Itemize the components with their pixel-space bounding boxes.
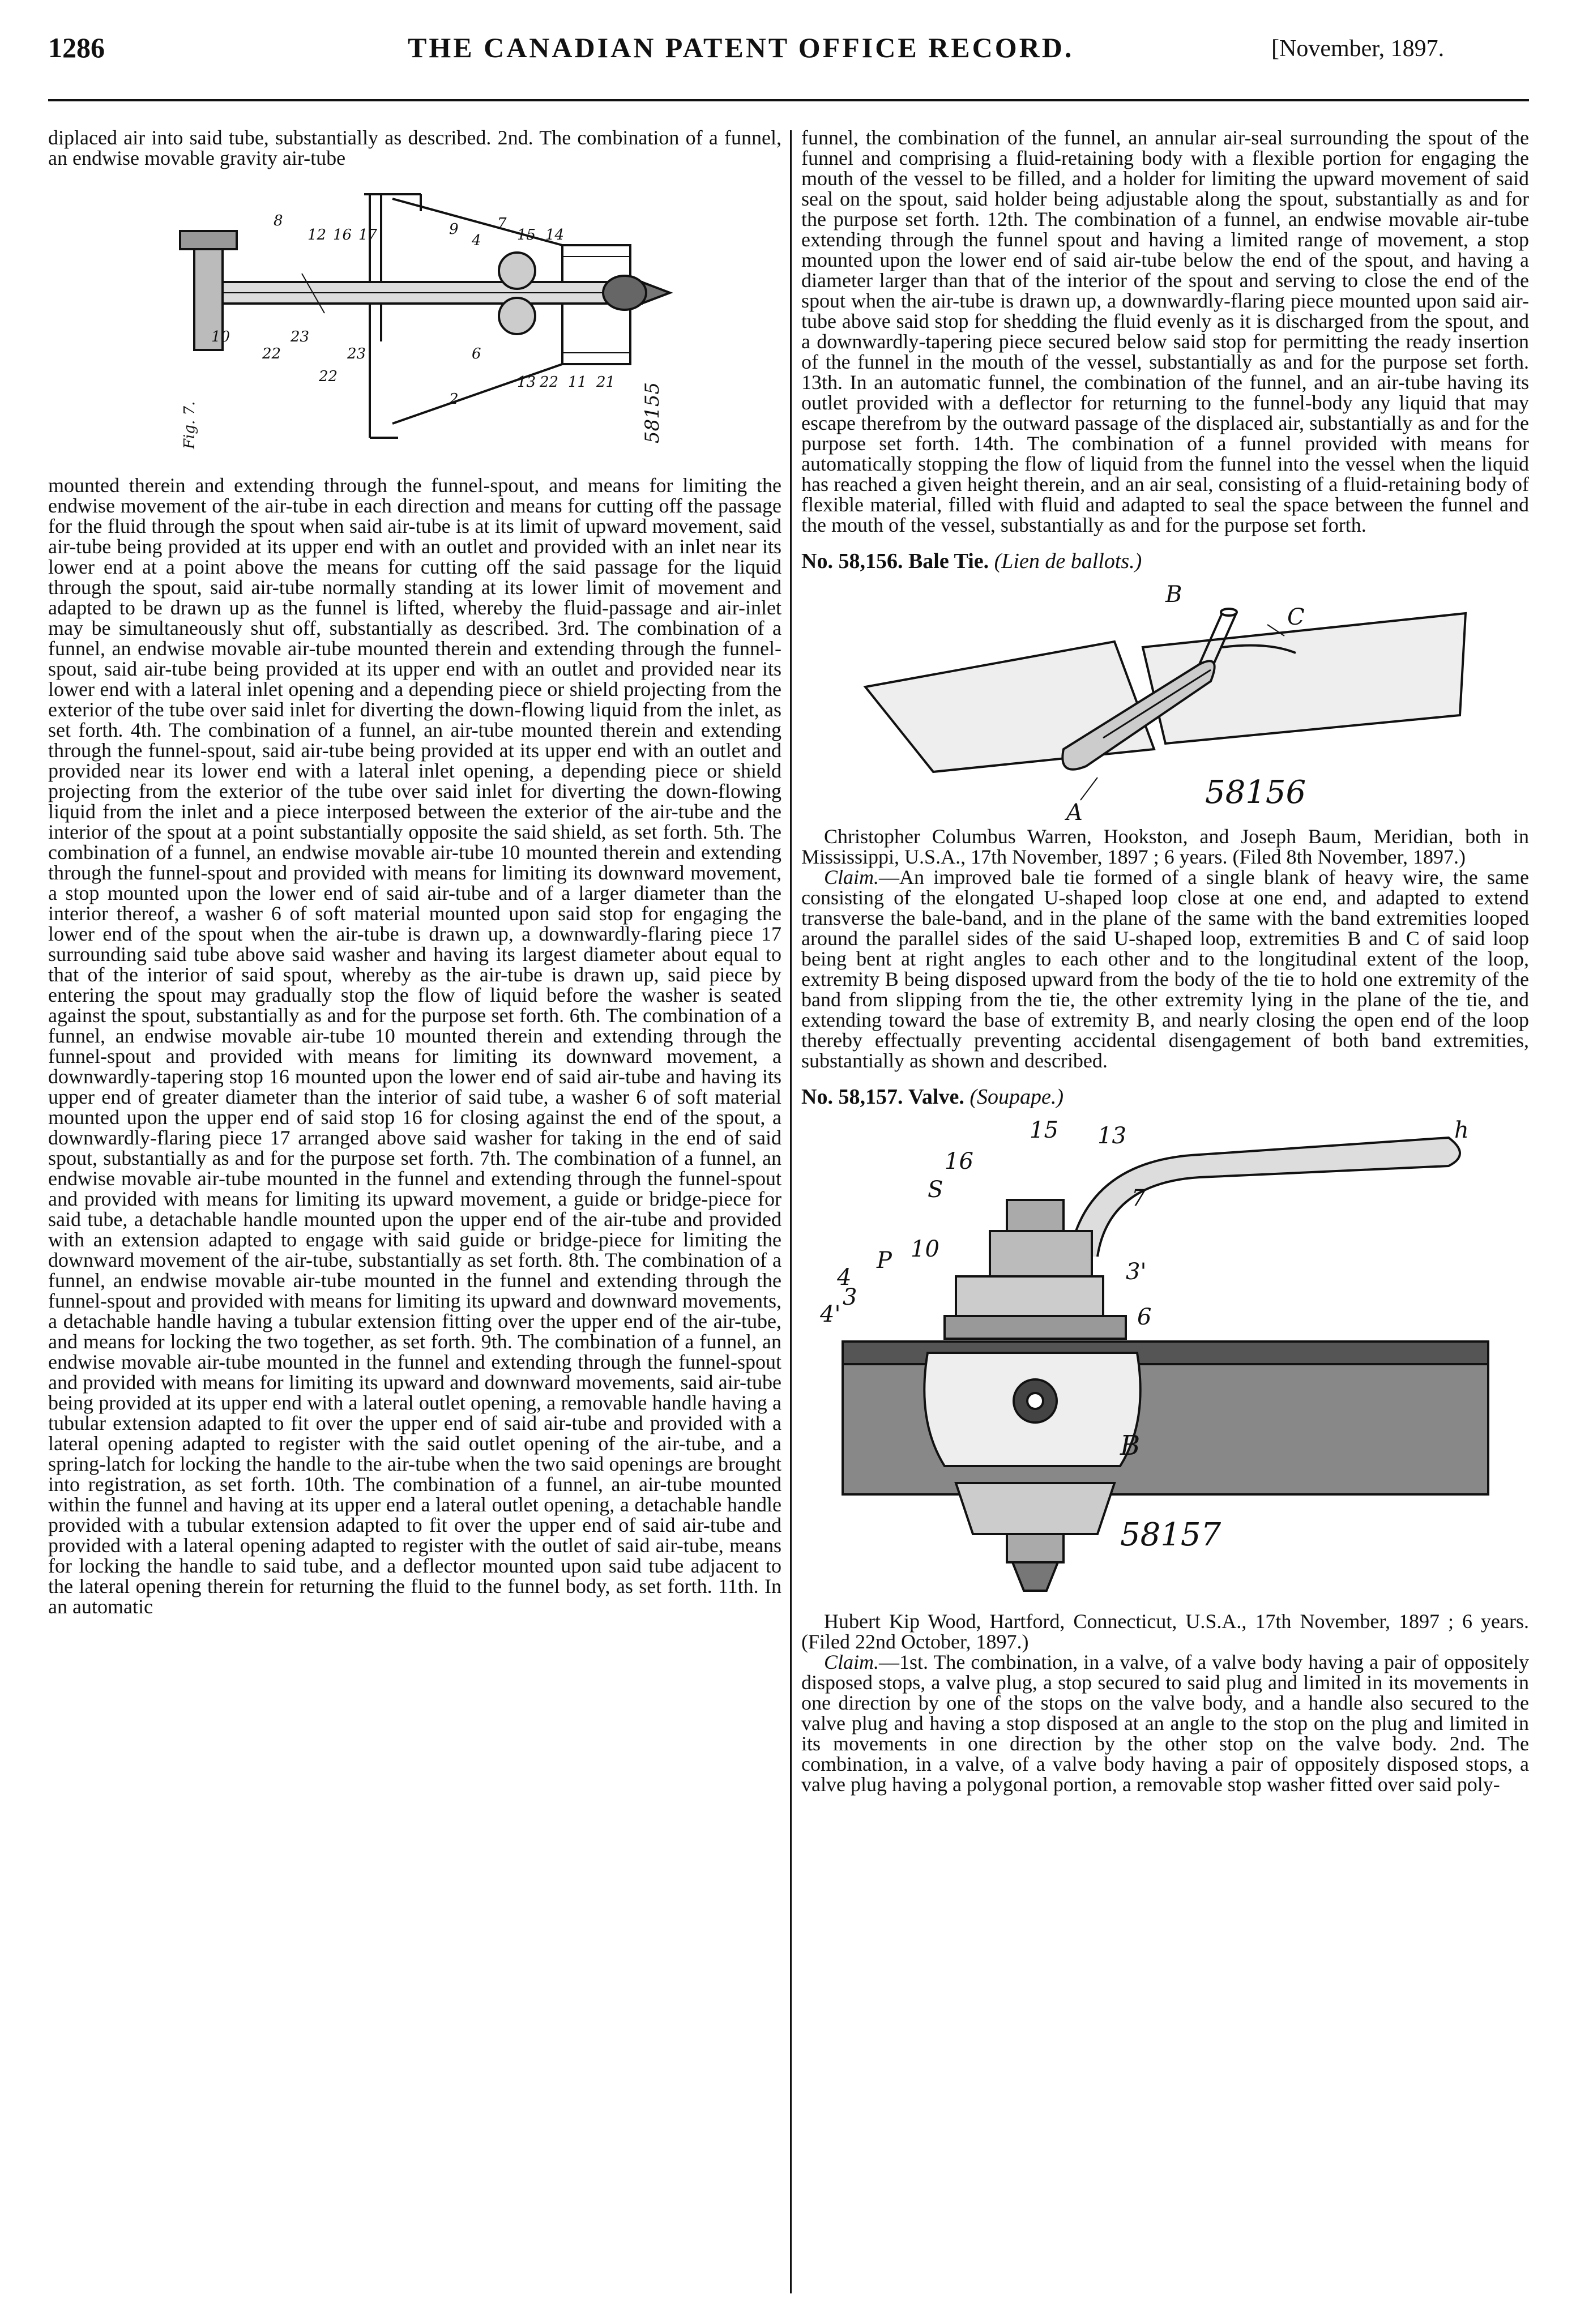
- claims-continued-text: diplaced air into said tube, substantially as described. 2nd. The combination of a funnel, an endwise movable gravity air-tube: [48, 127, 781, 169]
- fig-label-3-prime: 3': [1125, 1259, 1146, 1285]
- patent-title-french: (Soupape.): [969, 1085, 1064, 1109]
- fig-numeral-15: 15: [516, 227, 536, 243]
- left-column: [48, 127, 781, 2302]
- fig-label-s: S: [927, 1177, 943, 1203]
- fig-label-4: 4: [836, 1264, 851, 1291]
- claim-text: [801, 1652, 1529, 1795]
- figure-label: Fig. 7.: [181, 401, 198, 449]
- claim-label: Claim.: [824, 1651, 879, 1673]
- patent-number: No. 58,156.: [801, 549, 903, 573]
- funnel-figure: [155, 172, 676, 472]
- fig-numeral-23: 23: [290, 328, 309, 345]
- fig-label-a: A: [1066, 800, 1083, 823]
- fig-numeral-22b: 22: [539, 374, 558, 391]
- claims-continued-right: funnel, the combination of the funnel, an annular air-seal surrounding the spout of the funnel and comprising a fluid-retaining body with a flexible portion for engaging the mouth of the vessel to be filled, and a holder for limiting the upward movement of said seal on the spout, said holder being adjustable along the spout, substantially as and for the purpose set forth. 12th. The combination of a funnel, an endwise movable air-tube extending through the funnel spout and having a limited range of movement, a stop mounted upon the lower end of said air-tube below the end of the spout, and having a diameter larger than that of the interior of the spout and serving to close the end of the spout when the air-tube is drawn up, a downwardly-flaring piece mounted upon said air-tube above said stop for shedding the fluid evenly as it is discharged from the spout, and a downwardly-tapering piece secured below said stop for permitting the ready insertion of the funnel in the mouth of the vessel, substantially as and for the purpose set forth. 13th. In an automatic funnel, the combination of the funnel, and an air-tube having its outlet provided with a deflector for returning to the funnel-body any liquid that may escape therefrom by the outward passage of the displaced air, substantially as and for the purpose set forth. 14th. The combination of a funnel provided with means for automatically stopping the flow of liquid from the funnel into the vessel when the liquid has reached a given height therein, and an air seal, consisting of a fluid-retaining body of flexible material, filled with fluid and adapted to seal the space between the funnel and the mouth of the vessel, substantially as and for the purpose set forth.: [801, 127, 1529, 536]
- journal-title: THE CANADIAN PATENT OFFICE RECORD.: [408, 32, 1074, 63]
- fig-label-3: 3: [842, 1284, 857, 1310]
- fig-label-15: 15: [1029, 1117, 1058, 1143]
- fig-label-4-prime: 4': [819, 1301, 840, 1327]
- patent-heading-58156: [801, 549, 1529, 574]
- fig-numeral-16: 16: [332, 227, 352, 243]
- fig-label-16: 16: [944, 1148, 973, 1174]
- claim-body: —1st. The combination, in a valve, of a valve body having a pair of oppositely disposed stops, a valve plug, a stop secured to said plug and limited in its movements in one direction by one of the stops on the valve body, and a handle also secured to the valve plug and having a stop disposed at an angle to the stop on the plug and limited in its movements in one direction by the other stop on the valve body. 2nd. The combination, in a valve, of a valve body having a pair of oppositely disposed stops, a valve plug having a polygonal portion, a removable stop washer fitted over said poly-: [801, 1651, 1529, 1796]
- fig-label-b: B: [1120, 1430, 1140, 1462]
- fig-label-10: 10: [910, 1236, 939, 1262]
- fig-label-7: 7: [1131, 1185, 1146, 1211]
- fig-label-13: 13: [1097, 1123, 1126, 1149]
- claims-text: mounted therein and extending through the funnel-spout, and means for limiting the endwise movement of the air-tube in each direction and means for cutting off the passage for the fluid through the spout when said air-tube is at its limit of upward movement, said air-tube being provided at its upper end with an outlet and provided with an inlet near its lower end at a point above the means for cutting off the said passage for the liquid through the spout, said air-tube normally standing at its lower limit of movement and adapted to be drawn up as the funnel is lifted, whereby the fluid-passage and air-inlet may be simultaneously shut off, substantially as described. 3rd. The combination of a funnel, an endwise movable air-tube mounted therein and extending through the funnel-spout, said air-tube being provided at its upper end with an outlet and provided near its lower end with a lateral inlet opening and a depending piece or shield projecting from the exterior of the tube over said inlet for diverting the down-flowing liquid from the inlet, as set forth. 4th. The combination of a funnel, an air-tube mounted therein and extending through the funnel-spout, said air-tube being provided at its upper end with an outlet and provided near its lower end with a lateral inlet opening, a depending piece or shield projecting from the exterior of the tube over said inlet for diverting the down-flowing liquid from the inlet and a piece interposed between the exterior of the air-tube and the interior of the spout at a point substantially opposite the said shield, as set forth. 5th. The combination of a funnel, an endwise movable air-tube 10 mounted therein and extending through the funnel-spout and provided with means for limiting its downward movement, a stop mounted upon the lower end of said air-tube and of a larger diameter than the interior thereof, a washer 6 of soft material mounted upon said stop for engaging the lower end of the spout when the air-tube is drawn up, a downwardly-flaring piece 17 surrounding said tube above said washer and having its largest diameter about equal to that of the interior of said spout, whereby as the air-tube is drawn up, said piece by entering the spout may gradually stop the flow of liquid before the washer is seated against the spout, substantially as and for the purpose set forth. 6th. The combination of a funnel, an endwise movable air-tube 10 mounted therein and extending through the funnel-spout and provided with means for limiting its downward movement, a downwardly-tapering stop 16 mounted upon the lower end of said air-tube and having its upper end of greater diameter than the interior of said tube, a washer 6 of soft material mounted upon the upper end of said stop 16 for closing against the end of the spout, a downwardly-flaring piece 17 arranged above said washer for taking in the end of said spout, substantially as and for the purpose set forth. 7th. The combination of a funnel, an endwise movable air-tube mounted in the funnel and extending through the funnel-spout and provided with means for limiting its upward movement, a guide or bridge-piece for said tube, a detachable handle mounted upon the upper end of the air-tube and provided with an extension adapted to engage with said guide or bridge-piece for limiting the downward movement of the air-tube, substantially as set forth. 8th. The combination of a funnel, an endwise movable air-tube mounted in the funnel and extending through the funnel-spout and provided with means for limiting its upward and downward movements, a detachable handle having a tubular extension fitting over the upper end of the air-tube, and means for locking the two together, as set forth. 9th. The combination of a funnel, an endwise movable air-tube mounted in the funnel and extending through the funnel-spout and provided with means for limiting its upward and downward movements, said air-tube being provided at its upper end with a lateral outlet opening, a removable handle having a tubular extension adapted to fit over the upper end of said air-tube and provided with a lateral opening adapted to register with the said outlet opening of the air-tube, and a spring-latch for locking the handle to the air-tube when the two said openings are brought into registration, as set forth. 10th. The combination of a funnel, an air-tube mounted within the funnel and having at its upper end a lateral outlet opening, a detachable handle provided with a tubular extension adapted to fit over the upper end of said air-tube and provided with a lateral opening adapted to register with the outlet of said air-tube, means for locking the handle to said tube, and a deflector mounted upon said tube adjacent to the lateral opening therein for returning the fluid to the funnel body, as set forth. 11th. In an automatic: [48, 474, 781, 1618]
- fig-numeral-10: 10: [211, 328, 230, 345]
- fig-numeral-6: 6: [471, 345, 481, 362]
- fig-label-6: 6: [1137, 1304, 1151, 1330]
- fig-numeral-22: 22: [262, 345, 281, 362]
- header-rule: [48, 99, 1529, 101]
- valve-figure: [803, 1115, 1528, 1608]
- fig-numeral-2: 2: [449, 391, 459, 408]
- fig-label-b: B: [1165, 582, 1182, 608]
- fig-numeral-12: 12: [307, 227, 326, 243]
- fig-numeral-21: 21: [596, 374, 615, 391]
- fig-numeral-9: 9: [449, 221, 459, 238]
- patent-title-french: (Lien de ballots.): [994, 549, 1142, 573]
- inventor-text: Hubert Kip Wood, Hartford, Connecticut, U.S.A., 17th November, 1897 ; 6 years. (Filed 22nd October, 1897.): [801, 1610, 1529, 1653]
- fig-numeral-7: 7: [497, 215, 507, 232]
- fig-numeral-11: 11: [567, 374, 587, 391]
- fig-numeral-14: 14: [545, 227, 564, 243]
- patent-heading-58157: [801, 1084, 1529, 1109]
- inventor-text: Christopher Columbus Warren, Hookston, and Joseph Baum, Meridian, both in Mississippi, U.S.A., 17th November, 1897 ; 6 years. (Filed 8th November, 1897.): [801, 825, 1529, 868]
- patent-title: Valve.: [908, 1085, 964, 1109]
- fig-numeral-22c: 22: [318, 368, 338, 385]
- fig-numeral-8: 8: [273, 212, 283, 229]
- right-column: [801, 127, 1529, 2302]
- patent-title: Bale Tie.: [908, 549, 989, 573]
- patent-number: No. 58,157.: [801, 1085, 903, 1109]
- patent-number-label: 58157: [1120, 1516, 1221, 1553]
- fig-label-p: P: [876, 1248, 892, 1274]
- fig-numeral-4: 4: [471, 232, 481, 249]
- patent-number-label: 58155: [640, 382, 664, 443]
- patent-number-label: 58156: [1205, 774, 1306, 811]
- fig-label-c: C: [1287, 604, 1305, 630]
- page-number: 1286: [48, 32, 105, 63]
- claim-label: Claim.: [824, 866, 879, 888]
- fig-label-h: h: [1454, 1117, 1469, 1143]
- column-rule: [790, 130, 792, 2293]
- claim-text: [801, 867, 1529, 1071]
- fig-numeral-23b: 23: [347, 345, 366, 362]
- fig-numeral-17: 17: [358, 227, 377, 243]
- bale-tie-figure: [848, 579, 1483, 823]
- issue-date: [November, 1897.: [1271, 36, 1445, 62]
- claim-body: —An improved bale tie formed of a single blank of heavy wire, the same consisting of the elongated U-shaped loop close at one end, and adapted to extend transverse the bale-band, and in the plane of the same with the band extremities looped around the parallel sides of the said U-shaped loop, extremities B and C of said loop being bent at right angles to each other and to the longitudinal extent of the loop, extremity B being disposed upward from the body of the tie to hold one extremity of the band from slipping from the tie, the other extremity lying in the plane of the tie, and extending toward the base of extremity B, and nearly closing the open end of the loop thereby effectually preventing accidental disengagement of both band extremities, substantially as shown and described.: [801, 866, 1529, 1072]
- fig-numeral-13: 13: [516, 374, 536, 391]
